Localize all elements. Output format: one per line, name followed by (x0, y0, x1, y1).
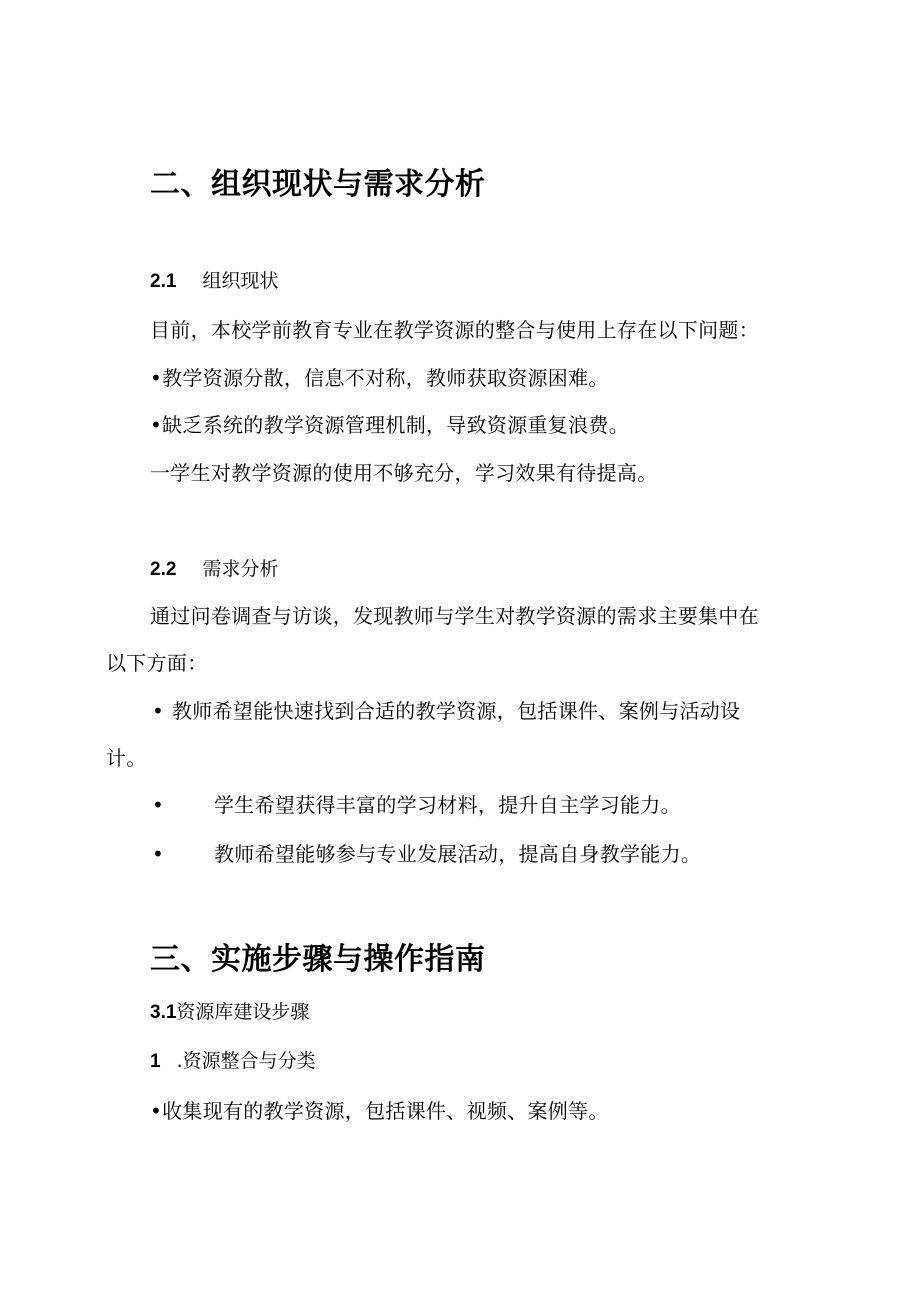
list-item: 一学生对教学资源的使用不够充分，学习效果有待提高。 (150, 461, 658, 485)
subsection-2-2-number: 2.2 (150, 559, 177, 580)
subsection-2-2-heading (150, 560, 279, 579)
list-item-bullet: • (152, 793, 165, 817)
step-1-number: 1 (150, 1051, 161, 1072)
subsection-2-2-intro-line1: 通过问卷调查与访谈，发现教师与学生对教学资源的需求主要集中在 (150, 604, 759, 628)
subsection-2-1-number: 2.1 (150, 271, 177, 292)
list-item: •收集现有的教学资源，包括课件、视频、案例等。 (150, 1099, 609, 1123)
step-1-title: .资源整合与分类 (176, 1050, 316, 1072)
subsection-2-1-title: 组织现状 (202, 270, 279, 292)
list-item: 教师希望能够参与专业发展活动，提高自身教学能力。 (214, 842, 702, 866)
list-item-bullet: • (152, 842, 165, 866)
subsection-2-1-heading (150, 272, 279, 291)
list-item-bullet: • (152, 699, 165, 723)
section-3-heading: 三、实施步骤与操作指南 (150, 942, 486, 977)
subsection-2-1-intro: 目前，本校学前教育专业在教学资源的整合与使用上存在以下问题： (150, 318, 759, 342)
list-item: 学生希望获得丰富的学习材料，提升自主学习能力。 (214, 793, 681, 817)
section-2-heading: 二、组织现状与需求分析 (150, 167, 486, 202)
list-item: 教师希望能快速找到合适的教学资源，包括课件、案例与活动设 (172, 699, 741, 723)
subsection-3-1-number: 3.1 (150, 1002, 177, 1023)
list-item-continuation: 计。 (106, 746, 147, 770)
step-1-heading (150, 1052, 316, 1071)
list-item: •教学资源分散，信息不对称，教师获取资源困难。 (150, 366, 609, 390)
list-item: •缺乏系统的教学资源管理机制，导致资源重复浪费。 (150, 413, 629, 437)
subsection-2-2-intro-line2: 以下方面： (106, 651, 208, 675)
subsection-3-1-title: 资源库建设步骤 (176, 1001, 310, 1023)
subsection-3-1-heading (150, 1003, 309, 1022)
subsection-2-2-title: 需求分析 (202, 558, 279, 580)
